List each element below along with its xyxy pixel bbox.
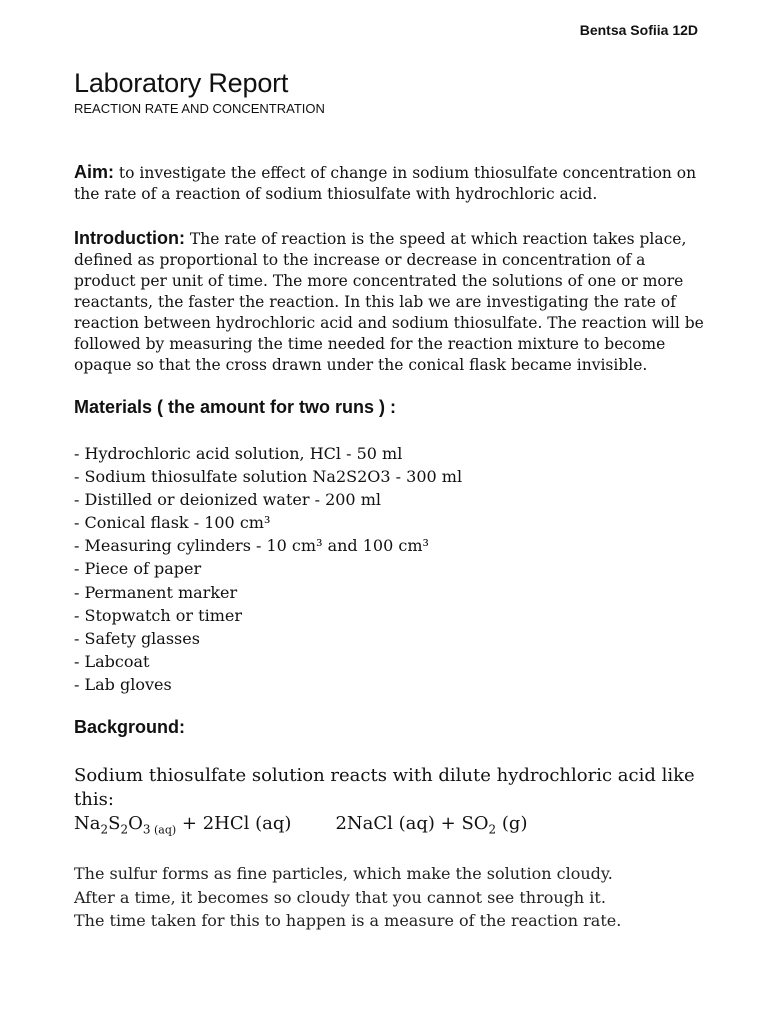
aim-label: Aim: (74, 162, 114, 182)
introduction-text: The rate of reaction is the speed at which reaction takes place, defined as proportional to the increase or decrease in concentration of a product per unit of time. The more concentrated the solutions of one or more reactants, the faster the reaction. In this lab we are investigating the rate of reaction between hydrochloric acid and sodium thiosulfate. The reaction will be followed by measuring the time needed for the reaction mixture to become opaque so that the cross drawn under the conical flask became invisible. (74, 230, 704, 374)
list-item: - Safety glasses (74, 628, 200, 648)
list-item: - Stopwatch or timer (74, 605, 242, 625)
equation-subscript: 3 (142, 822, 151, 837)
list-item: - Measuring cylinders - 10 cm³ and 100 cm³ (74, 536, 429, 556)
author-name: Bentsa Sofiia 12D (579, 22, 698, 38)
text-line: After a time, it becomes so cloudy that you cannot see through it. (74, 887, 606, 907)
equation-products: 2NaCl (aq) + SO (335, 813, 489, 834)
equation-reactant: + 2HCl (aq) (176, 813, 292, 834)
list-item: - Piece of paper (74, 559, 202, 579)
equation-s: S (108, 813, 121, 834)
introduction-paragraph (74, 228, 704, 376)
equation-subscript: 2 (120, 822, 129, 837)
text-line: The time taken for this to happen is a measure of the reaction rate. (74, 911, 622, 930)
background-intro: Sodium thiosulfate solution reacts with dilute hydrochloric acid like this: (74, 765, 695, 810)
equation-gas: (g) (496, 813, 528, 834)
equation-state: (aq) (150, 823, 177, 837)
chemical-equation (74, 813, 527, 837)
list-item: - Sodium thiosulfate solution Na2S2O3 - 300 ml (74, 467, 463, 487)
aim-text: to investigate the effect of change in sodium thiosulfate concentration on the rate of a reaction of sodium thiosulfate with hydrochloric acid. (74, 164, 697, 203)
list-item: - Conical flask - 100 cm³ (74, 513, 271, 533)
materials-heading: Materials ( the amount for two runs ) : (74, 397, 397, 417)
introduction-label: Introduction: (74, 228, 185, 248)
aim-paragraph (74, 162, 704, 205)
sulfur-paragraph (74, 862, 714, 933)
list-item: - Permanent marker (74, 582, 238, 602)
equation-na: Na (74, 813, 101, 834)
background-heading: Background: (74, 717, 186, 737)
text-line: The sulfur forms as fine particles, which make the solution cloudy. (74, 864, 613, 883)
list-item: - Hydrochloric acid solution, HCl - 50 ml (74, 444, 403, 463)
equation-subscript: 2 (488, 822, 497, 837)
materials-list (74, 442, 462, 696)
equation-o: O (128, 813, 143, 834)
page-subtitle: REACTION RATE AND CONCENTRATION (74, 101, 325, 116)
list-item: - Distilled or deionized water - 200 ml (74, 490, 381, 510)
list-item: - Labcoat (74, 651, 150, 671)
page-title: Laboratory Report (74, 68, 289, 98)
equation-subscript: 2 (100, 822, 109, 837)
list-item: - Lab gloves (74, 674, 172, 694)
